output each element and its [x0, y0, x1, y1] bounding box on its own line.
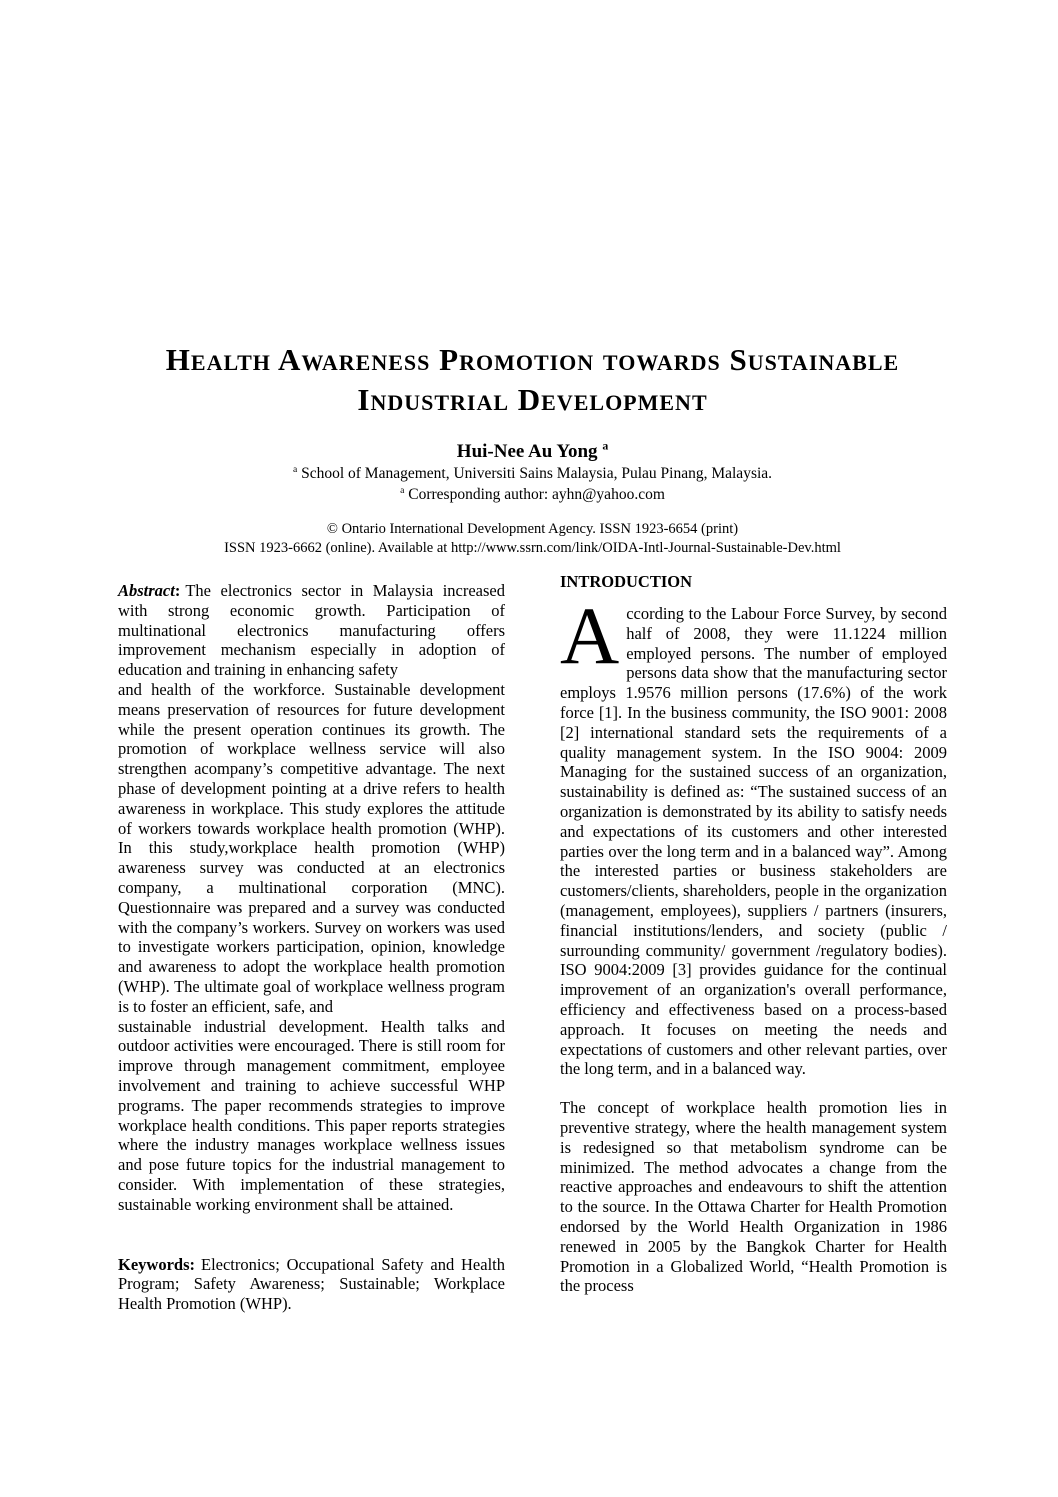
- keywords-label: Keywords:: [118, 1254, 195, 1274]
- corresponding-author-line: $^a$ Corresponding author: ayhn@yahoo.com: [400, 484, 665, 503]
- copyright-block: [118, 520, 947, 558]
- author-superscript: a: [602, 439, 609, 453]
- copyright-line2: ISSN 1923-6662 (online). Available at http://www.ssrn.com/link/OIDA-Intl-Journal-Sustainable-Dev.html: [224, 540, 841, 556]
- introduction-paragraph-1: [560, 590, 947, 1079]
- left-column: [118, 572, 505, 1314]
- dropcap-letter: A: [560, 590, 620, 681]
- paper-title-line1: Health Awareness Promotion towards Sustainable: [165, 342, 900, 377]
- author-name: Hui-Nee Au Yong $^a$: [456, 439, 609, 462]
- two-column-body: [118, 572, 947, 1314]
- introduction-paragraph-1-text: ccording to the Labour Force Survey, by second half of 2008, they were 11.1224 million employed persons. The number of employed persons data show that the manufacturing sector employs 1.9576 million persons (17.6%) of the work force [1]. In the business community, the ISO 9001: 2008 [2] international standard sets the requirements of a quality management system. In the ISO 9004: 2009 Managing for the sustained success of an organization, sustainability is defined as: “The sustained success of an organization is demonstrated by its ability to satisfy needs and expectations of its customers and other interested parties over the long term and in a balanced way”. Among the interested parties or business stakeholders are customers/clients, shareholders, people in the organization (management, employees), suppliers / partners (insurers, financial institutions/lenders, and society (public / surrounding community/ government /regulatory bodies). ISO 9004:2009 [3] provides guidance for the continual improvement of an organization's overall performance, efficiency and effectiveness based on a process-based approach. It focuses on meeting the needs and expectations of customers and other relevant parties, over the long term, and in a balanced way.: [560, 604, 947, 1079]
- abstract-text-segment: and health of the workforce. Sustainable development means preservation of resources for future development while the present operation continues its growth. The promotion of workplace wellness service will also strengthen acompany’s competitive advantage. The next phase of development pointing at a drive refers to health awareness in workplace. This study explores the attitude of workers towards workplace health promotion (WHP). In this study,workplace health promotion (WHP) awareness survey was conducted at an electronics company, a multinational corporation (MNC). Questionnaire was prepared and a survey was conducted with the company’s workers. Survey on workers was used to investigate workers participation, opinion, knowledge and awareness to adopt the workplace health promotion (WHP). The ultimate goal of workplace wellness program is to foster an efficient, safe, and: [118, 679, 505, 1016]
- affiliation-superscript: a: [292, 463, 298, 475]
- introduction-paragraph-2: The concept of workplace health promotion lies in preventive strategy, where the health management system is redesigned so that metabolism syndrome can be minimized. The method advocates a change from the reactive approaches and endeavours to shift the attention to the source. In the Ottawa Charter for Health Promotion endorsed by the World Health Organization in 1986 renewed in 2005 by the Bangkok Charter for Health Promotion in a Globalized World, “Health Promotion is the process: [560, 1098, 947, 1296]
- keywords-paragraph: [118, 1255, 505, 1314]
- abstract-text-segment: The electronics sector in Malaysia increased with strong economic growth. Participation of multinational electronics manufacturing offers improvement mechanism especially in adoption of education and training in enhancing safety: [118, 581, 505, 680]
- abstract-paragraph: [118, 581, 505, 1215]
- abstract-text-segment: sustainable industrial development. Health talks and outdoor activities were encouraged. There is still room for improve through management commitment, employee involvement and training to achieve successful WHP programs. The paper recommends strategies to improve workplace health conditions. This paper reports strategies where the industry manages workplace wellness issues and pose future topics for the industrial management to consider. With implementation of these strategies, sustainable working environment shall be attained.: [118, 1016, 505, 1214]
- copyright-line1: © Ontario International Development Agency. ISSN 1923-6654 (print): [326, 521, 739, 537]
- keywords-text: Electronics; Occupational Safety and Health Program; Safety Awareness; Sustainable; Workplace Health Promotion (WHP).: [118, 1254, 505, 1314]
- right-column: [560, 572, 947, 1314]
- paper-header: [118, 340, 947, 558]
- paper-title: [118, 340, 947, 420]
- introduction-heading: INTRODUCTION: [560, 572, 693, 591]
- corresponding-superscript: a: [400, 484, 405, 496]
- affiliation-line: $^a$ School of Management, Universiti Sains Malaysia, Pulau Pinang, Malaysia.: [292, 463, 773, 482]
- paper-title-line2: Industrial Development: [357, 382, 708, 417]
- abstract-label: Abstract:: [118, 581, 181, 600]
